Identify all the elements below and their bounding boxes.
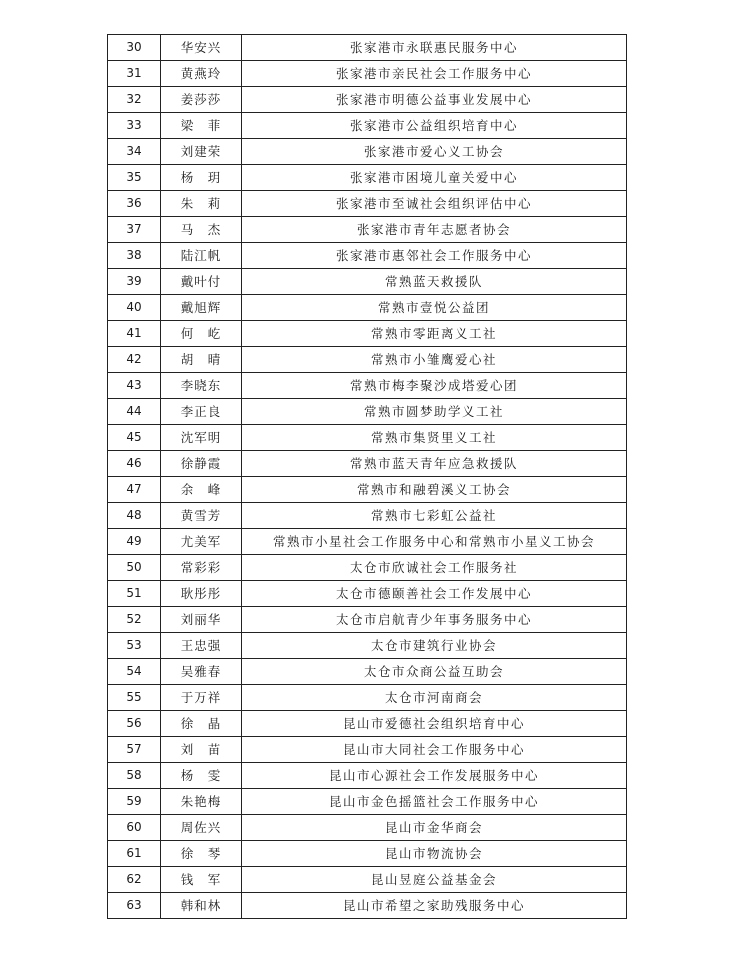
organization-cell: 常熟市小雏鹰爱心社 xyxy=(242,347,627,373)
name-cell: 于万祥 xyxy=(161,685,242,711)
row-number-cell: 58 xyxy=(108,763,161,789)
table-row xyxy=(108,243,627,269)
name-cell: 梁 菲 xyxy=(161,113,242,139)
name-cell: 徐 晶 xyxy=(161,711,242,737)
table-row xyxy=(108,217,627,243)
organization-cell: 张家港市公益组织培育中心 xyxy=(242,113,627,139)
name-cell: 马 杰 xyxy=(161,217,242,243)
organization-cell: 太仓市建筑行业协会 xyxy=(242,633,627,659)
organization-cell: 常熟市壹悦公益团 xyxy=(242,295,627,321)
name-cell: 刘 苗 xyxy=(161,737,242,763)
row-number-cell: 37 xyxy=(108,217,161,243)
name-cell: 陆江帆 xyxy=(161,243,242,269)
row-number-cell: 55 xyxy=(108,685,161,711)
table-row xyxy=(108,347,627,373)
row-number-cell: 33 xyxy=(108,113,161,139)
row-number-cell: 44 xyxy=(108,399,161,425)
name-cell: 耿彤彤 xyxy=(161,581,242,607)
organization-cell: 太仓市河南商会 xyxy=(242,685,627,711)
organization-cell: 张家港市亲民社会工作服务中心 xyxy=(242,61,627,87)
organization-cell: 昆山市爱德社会组织培育中心 xyxy=(242,711,627,737)
organization-cell: 张家港市明德公益事业发展中心 xyxy=(242,87,627,113)
row-number-cell: 56 xyxy=(108,711,161,737)
name-cell: 余 峰 xyxy=(161,477,242,503)
table-row xyxy=(108,373,627,399)
organization-cell: 昆山市金华商会 xyxy=(242,815,627,841)
row-number-cell: 36 xyxy=(108,191,161,217)
table-body xyxy=(108,35,627,919)
table-row xyxy=(108,61,627,87)
table-row xyxy=(108,165,627,191)
organization-cell: 常熟市圆梦助学义工社 xyxy=(242,399,627,425)
table-row xyxy=(108,581,627,607)
table-row xyxy=(108,399,627,425)
table-row xyxy=(108,659,627,685)
name-cell: 李晓东 xyxy=(161,373,242,399)
name-cell: 尤美军 xyxy=(161,529,242,555)
row-number-cell: 53 xyxy=(108,633,161,659)
organization-cell: 张家港市困境儿童关爱中心 xyxy=(242,165,627,191)
row-number-cell: 31 xyxy=(108,61,161,87)
row-number-cell: 32 xyxy=(108,87,161,113)
row-number-cell: 63 xyxy=(108,893,161,919)
table-row xyxy=(108,269,627,295)
table-row xyxy=(108,867,627,893)
organization-cell: 常熟市蓝天青年应急救援队 xyxy=(242,451,627,477)
row-number-cell: 42 xyxy=(108,347,161,373)
organization-cell: 常熟市小星社会工作服务中心和常熟市小星义工协会 xyxy=(242,529,627,555)
table-row xyxy=(108,425,627,451)
organization-cell: 常熟市梅李聚沙成塔爱心团 xyxy=(242,373,627,399)
row-number-cell: 39 xyxy=(108,269,161,295)
row-number-cell: 46 xyxy=(108,451,161,477)
name-cell: 华安兴 xyxy=(161,35,242,61)
row-number-cell: 60 xyxy=(108,815,161,841)
row-number-cell: 45 xyxy=(108,425,161,451)
table-row xyxy=(108,633,627,659)
organization-cell: 常熟市和融碧溪义工协会 xyxy=(242,477,627,503)
table-row xyxy=(108,477,627,503)
table-row xyxy=(108,685,627,711)
table-row xyxy=(108,815,627,841)
name-cell: 戴叶付 xyxy=(161,269,242,295)
table-row xyxy=(108,35,627,61)
name-cell: 李正良 xyxy=(161,399,242,425)
organization-cell: 张家港市永联惠民服务中心 xyxy=(242,35,627,61)
row-number-cell: 49 xyxy=(108,529,161,555)
row-number-cell: 38 xyxy=(108,243,161,269)
table-row xyxy=(108,711,627,737)
row-number-cell: 41 xyxy=(108,321,161,347)
row-number-cell: 52 xyxy=(108,607,161,633)
name-cell: 韩和林 xyxy=(161,893,242,919)
organization-cell: 昆山市物流协会 xyxy=(242,841,627,867)
organization-cell: 昆山市心源社会工作发展服务中心 xyxy=(242,763,627,789)
table-row xyxy=(108,113,627,139)
table-row xyxy=(108,893,627,919)
organization-cell: 太仓市启航青少年事务服务中心 xyxy=(242,607,627,633)
table-row xyxy=(108,607,627,633)
name-cell: 刘丽华 xyxy=(161,607,242,633)
name-cell: 刘建荣 xyxy=(161,139,242,165)
row-number-cell: 62 xyxy=(108,867,161,893)
name-cell: 黄雪芳 xyxy=(161,503,242,529)
organization-cell: 常熟市集贤里义工社 xyxy=(242,425,627,451)
table-row xyxy=(108,87,627,113)
row-number-cell: 43 xyxy=(108,373,161,399)
table-row xyxy=(108,529,627,555)
organization-cell: 张家港市爱心义工协会 xyxy=(242,139,627,165)
organization-cell: 昆山市金色摇篮社会工作服务中心 xyxy=(242,789,627,815)
row-number-cell: 40 xyxy=(108,295,161,321)
organization-cell: 昆山昱庭公益基金会 xyxy=(242,867,627,893)
name-cell: 姜莎莎 xyxy=(161,87,242,113)
organization-cell: 张家港市惠邻社会工作服务中心 xyxy=(242,243,627,269)
name-cell: 何 屹 xyxy=(161,321,242,347)
row-number-cell: 59 xyxy=(108,789,161,815)
organization-cell: 昆山市希望之家助残服务中心 xyxy=(242,893,627,919)
name-cell: 杨 玥 xyxy=(161,165,242,191)
organization-cell: 常熟蓝天救援队 xyxy=(242,269,627,295)
name-cell: 吴雅春 xyxy=(161,659,242,685)
name-cell: 黄燕玲 xyxy=(161,61,242,87)
table-row xyxy=(108,451,627,477)
row-number-cell: 35 xyxy=(108,165,161,191)
name-cell: 徐 琴 xyxy=(161,841,242,867)
organization-cell: 常熟市七彩虹公益社 xyxy=(242,503,627,529)
organization-cell: 太仓市德颐善社会工作发展中心 xyxy=(242,581,627,607)
name-cell: 常彩彩 xyxy=(161,555,242,581)
name-cell: 胡 晴 xyxy=(161,347,242,373)
name-cell: 王忠强 xyxy=(161,633,242,659)
name-cell: 戴旭辉 xyxy=(161,295,242,321)
row-number-cell: 51 xyxy=(108,581,161,607)
organization-cell: 太仓市欣诚社会工作服务社 xyxy=(242,555,627,581)
row-number-cell: 30 xyxy=(108,35,161,61)
organization-cell: 太仓市众商公益互助会 xyxy=(242,659,627,685)
organization-cell: 张家港市青年志愿者协会 xyxy=(242,217,627,243)
table-row xyxy=(108,763,627,789)
row-number-cell: 48 xyxy=(108,503,161,529)
organization-cell: 张家港市至诚社会组织评估中心 xyxy=(242,191,627,217)
name-cell: 周佐兴 xyxy=(161,815,242,841)
table-row xyxy=(108,139,627,165)
organization-cell: 常熟市零距离义工社 xyxy=(242,321,627,347)
name-cell: 朱 莉 xyxy=(161,191,242,217)
table-row xyxy=(108,555,627,581)
name-cell: 沈军明 xyxy=(161,425,242,451)
row-number-cell: 61 xyxy=(108,841,161,867)
name-cell: 朱艳梅 xyxy=(161,789,242,815)
table-row xyxy=(108,737,627,763)
row-number-cell: 57 xyxy=(108,737,161,763)
organization-cell: 昆山市大同社会工作服务中心 xyxy=(242,737,627,763)
table-row xyxy=(108,321,627,347)
name-cell: 钱 军 xyxy=(161,867,242,893)
table-row xyxy=(108,295,627,321)
row-number-cell: 54 xyxy=(108,659,161,685)
row-number-cell: 50 xyxy=(108,555,161,581)
name-cell: 徐静霞 xyxy=(161,451,242,477)
table-row xyxy=(108,503,627,529)
row-number-cell: 47 xyxy=(108,477,161,503)
name-cell: 杨 雯 xyxy=(161,763,242,789)
table-row xyxy=(108,789,627,815)
recipient-table xyxy=(107,34,627,919)
row-number-cell: 34 xyxy=(108,139,161,165)
table-row xyxy=(108,191,627,217)
table-row xyxy=(108,841,627,867)
